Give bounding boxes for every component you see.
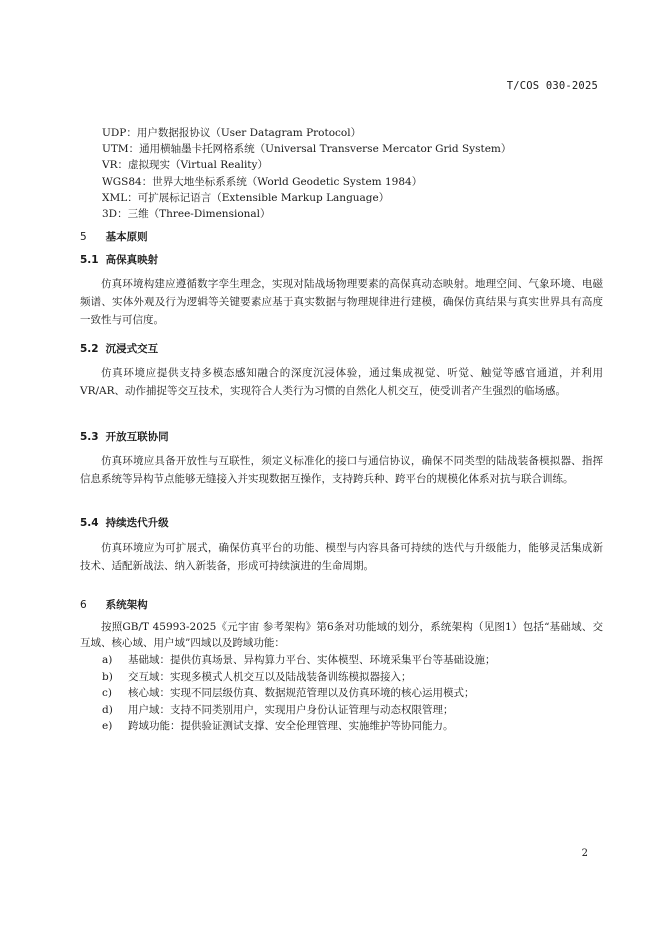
list-item-text: 跨域功能：提供验证测试支撑、安全伦理管理、实施维护等协同能力。 (128, 720, 454, 732)
section-5-heading (80, 229, 148, 244)
abbreviation-vr: VR：虚拟现实（Virtual Reality） (102, 159, 268, 172)
subsection-title: 沉浸式交互 (105, 343, 159, 355)
subsection-5-3-text: 仿真环境应具备开放性与互联性，须定义标准化的接口与通信协议，确保不同类型的陆战装备模拟器、指挥信息系统等异构节点能够无缝接入并实现数据互操作，支持跨兵种、跨平台的规模化体系对抗与联合训练。 (80, 455, 603, 485)
abbreviation-list (102, 125, 511, 222)
abbreviation-udp: UDP：用户数据报协议（User Datagram Protocol） (102, 127, 362, 139)
section-number: 5 (80, 231, 87, 243)
subsection-5-2-text: 仿真环境应提供支持多模态感知融合的深度沉浸体验，通过集成视觉、听觉、触觉等感官通道，并利用VR/AR、动作捕捉等交互技术，实现符合人类行为习惯的自然化人机交互，使受训者产生强烈的临场感。 (80, 367, 603, 397)
list-item (102, 718, 602, 735)
subsection-5-1-text: 仿真环境构建应遵循数字孪生理念，实现对陆战场物理要素的高保真动态映射。地理空间、气象环境、电磁频谱、实体外观及行为逻辑等关键要素应基于真实数据与物理规律进行建模，确保仿真结果与真实世界具有高度一致性与可信度。 (80, 278, 603, 326)
list-item-text: 基础域：提供仿真场景、异构算力平台、实体模型、环境采集平台等基础设施； (128, 654, 496, 666)
list-marker: a) (102, 654, 113, 666)
list-item-text: 核心域：实现不同层级仿真、数据规范管理以及仿真环境的核心运用模式； (128, 687, 475, 699)
subsection-number: 5.2 (80, 343, 99, 355)
section-number: 6 (80, 599, 87, 611)
subsection-5-3-heading (80, 429, 169, 444)
list-marker: c) (102, 687, 112, 699)
function-domain-list (102, 652, 602, 735)
subsection-title: 高保真映射 (105, 254, 159, 266)
subsection-title: 开放互联协同 (105, 431, 169, 443)
section-title: 系统架构 (105, 599, 148, 611)
list-item (102, 702, 602, 719)
page-number: 2 (581, 848, 588, 859)
subsection-5-4-heading (80, 515, 169, 530)
subsection-5-2-heading (80, 341, 158, 356)
list-marker: d) (102, 703, 113, 716)
list-marker: b) (102, 670, 113, 683)
subsection-title: 持续迭代升级 (105, 517, 169, 529)
list-item-text: 交互域：实现多模式人机交互以及陆战装备训练模拟器接入； (128, 670, 412, 683)
document-code: T/COS 030-2025 (506, 80, 598, 92)
list-item (102, 652, 602, 669)
subsection-5-4-text: 仿真环境应为可扩展式，确保仿真平台的功能、模型与内容具备可持续的迭代与升级能力，能够灵活集成新技术、适配新战法、纳入新装备，形成可持续演进的生命周期。 (80, 542, 603, 572)
section-title: 基本原则 (105, 231, 148, 243)
section-6-heading (80, 597, 148, 612)
list-marker: e) (102, 720, 113, 732)
abbreviation-xml: XML：可扩展标记语言（Extensible Markup Language） (102, 191, 390, 204)
section-6-intro: 按照GB/T 45993-2025《元宇宙 参考架构》第6条对功能域的划分，系统架构（见图1）包括“基础域、交互域、核心域、用户域”四域以及跨域功能： (80, 621, 603, 649)
subsection-5-1-heading (80, 252, 158, 267)
subsection-number: 5.4 (80, 517, 99, 529)
abbreviation-utm: UTM：通用横轴墨卡托网格系统（Universal Transverse Mercator Grid System） (102, 143, 512, 156)
subsection-number: 5.1 (80, 254, 99, 266)
abbreviation-wgs84: WGS84：世界大地坐标系系统（World Geodetic System 1984） (102, 175, 423, 188)
list-item-text: 用户域：支持不同类别用户，实现用户身份认证管理与动态权限管理； (128, 703, 454, 716)
abbreviation-3d: 3D：三维（Three-Dimensional） (102, 208, 271, 221)
subsection-number: 5.3 (80, 431, 99, 443)
list-item (102, 685, 602, 702)
list-item (102, 669, 602, 686)
